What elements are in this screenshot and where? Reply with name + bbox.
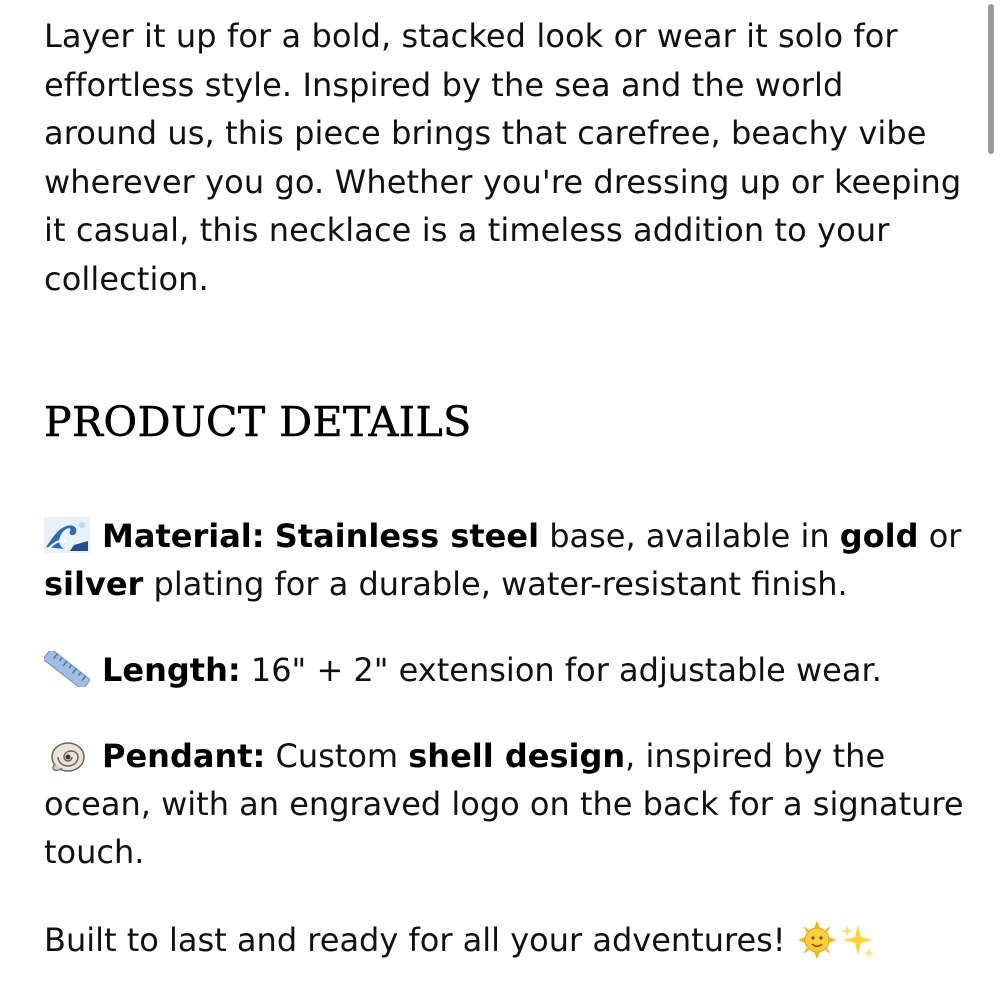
material-label: Material: xyxy=(102,517,265,555)
material-silver: silver xyxy=(44,565,144,603)
intro-paragraph: Layer it up for a bold, stacked look or wear it solo for effortless style. Inspired by the sea and the world around us, this piece brings that carefree, beachy vibe wherever you go. Whether you're dressing up or keeping it casual, this necklace is a timeless addition to your collection. xyxy=(44,17,962,298)
pendant-text-2: , inspired by the ocean, with an engraved logo on the back for a signature touch. xyxy=(44,737,964,871)
shell-icon xyxy=(44,737,90,773)
scrollbar-thumb[interactable] xyxy=(988,4,994,154)
closing-text: Built to last and ready for all your adventures! xyxy=(44,921,786,959)
length-text: 16" + 2" extension for adjustable wear. xyxy=(240,651,882,689)
pendant-label: Pendant: xyxy=(102,737,266,775)
product-details-heading: PRODUCT DETAILS xyxy=(44,398,472,446)
material-detail xyxy=(44,512,964,608)
scrollbar[interactable] xyxy=(986,0,1000,1000)
length-detail xyxy=(44,646,964,694)
pendant-detail xyxy=(44,732,964,876)
intro-section xyxy=(44,12,964,303)
wave-icon xyxy=(44,517,90,553)
material-text-1: base, available in xyxy=(539,517,840,555)
closing-line xyxy=(44,916,876,964)
material-text-2: or xyxy=(918,517,962,555)
material-gold: gold xyxy=(839,517,919,555)
material-stainless-steel: Stainless steel xyxy=(274,517,540,555)
pendant-text-1: Custom xyxy=(265,737,409,775)
sparkles-icon xyxy=(838,921,876,959)
material-text-3: plating for a durable, water-resistant finish. xyxy=(143,565,848,603)
length-label: Length: xyxy=(102,651,241,689)
pendant-shell-design: shell design xyxy=(408,737,626,775)
ruler-icon xyxy=(44,651,90,687)
sun-face-icon xyxy=(798,921,836,959)
